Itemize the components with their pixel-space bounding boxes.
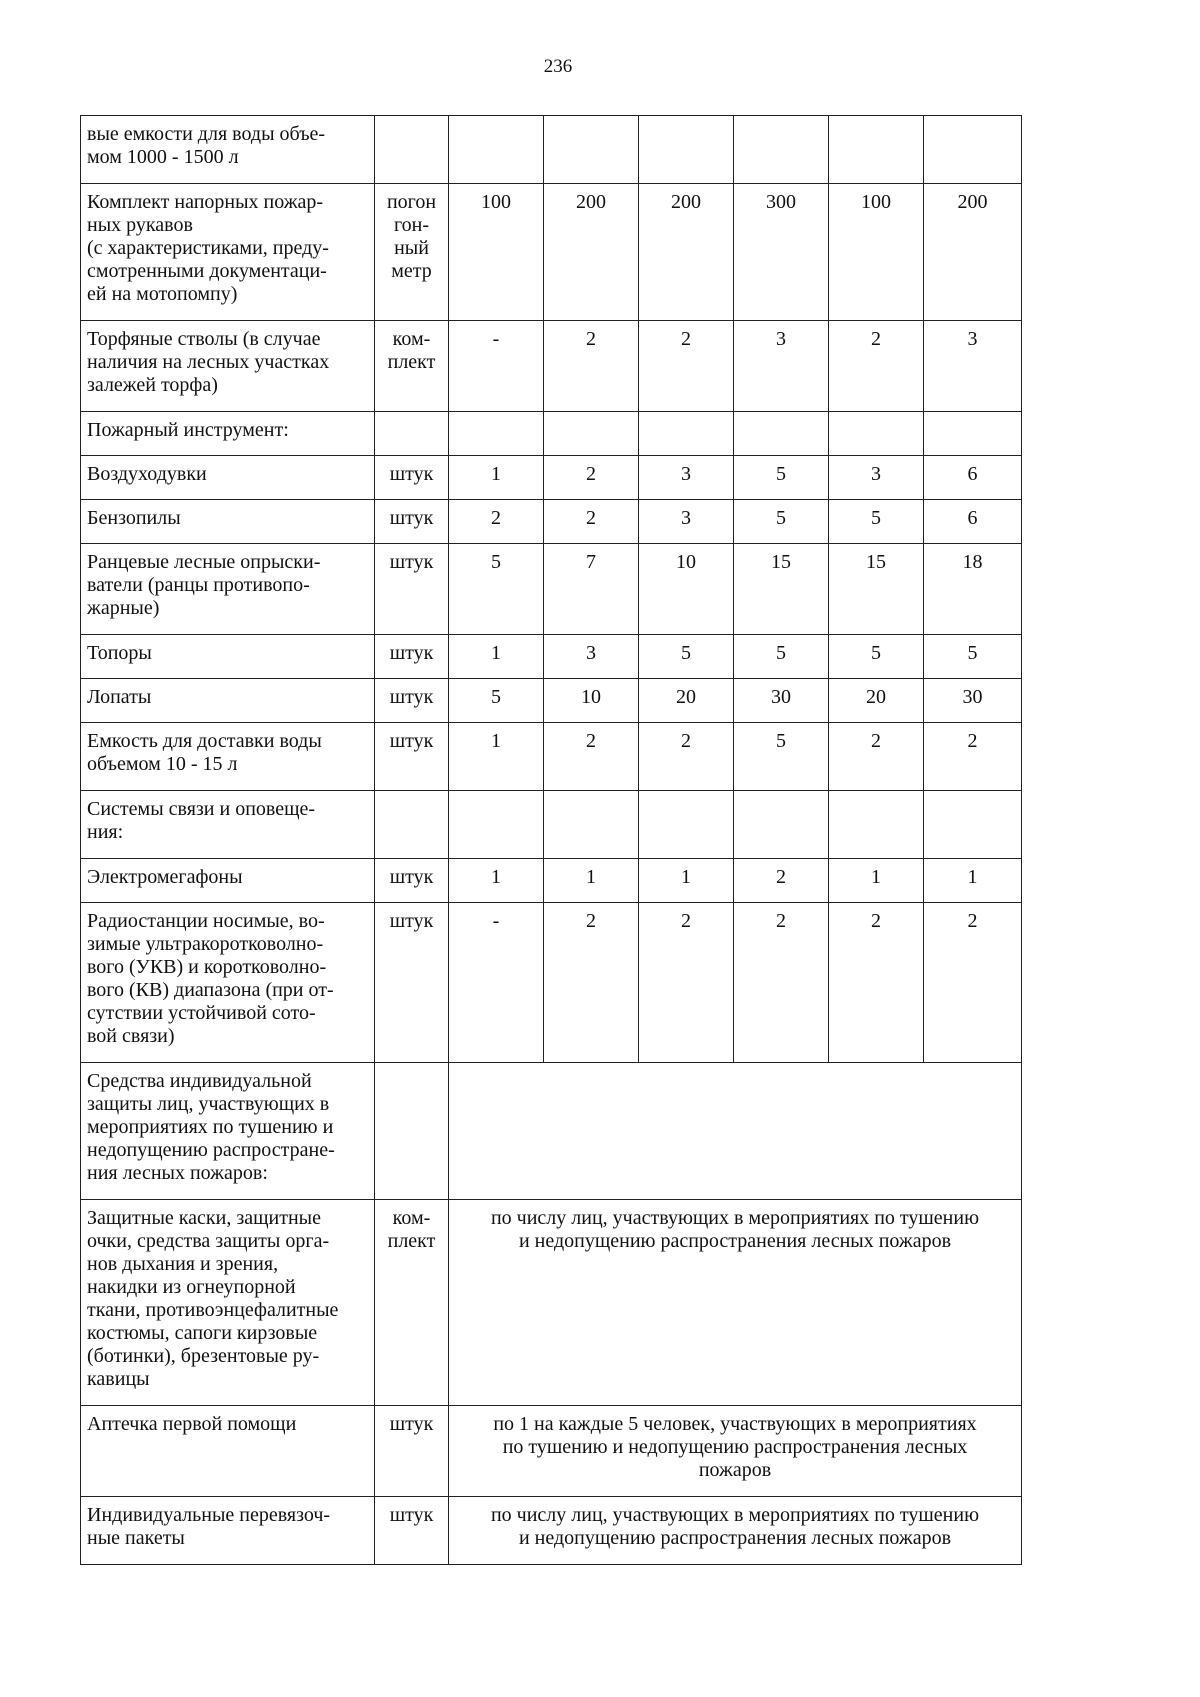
unit-line: ком- [392, 328, 431, 350]
value-cell [639, 116, 734, 184]
unit-cell [375, 859, 449, 903]
item-name-line: Комплект напорных пожар- [87, 191, 324, 213]
value-cell [924, 412, 1022, 456]
table-row [81, 456, 1022, 500]
value-cell [829, 412, 924, 456]
merged-note-cell [449, 1200, 1022, 1406]
item-name-line: (ботинки), брезентовые ру- [87, 1345, 320, 1367]
table-row [81, 635, 1022, 679]
item-name-line: Системы связи и оповеще- [87, 798, 316, 820]
unit-cell [375, 903, 449, 1063]
table-row [81, 903, 1022, 1063]
item-name-line: Воздуходувки [87, 463, 207, 485]
item-name-line: ткани, противоэнцефалитные [87, 1299, 339, 1321]
value-cell: 5 [734, 635, 829, 679]
item-name-cell [81, 456, 375, 500]
unit-cell [375, 321, 449, 412]
value-cell [734, 791, 829, 859]
value-cell: 10 [639, 544, 734, 635]
value-cell: 3 [734, 321, 829, 412]
unit-line: ком- [392, 1207, 431, 1229]
item-name-line: мом 1000 - 1500 л [87, 146, 239, 168]
value-cell: 1 [639, 859, 734, 903]
unit-line: штук [389, 1504, 434, 1526]
value-cell [829, 791, 924, 859]
unit-cell [375, 544, 449, 635]
table-row [81, 723, 1022, 791]
value-cell: 1 [544, 859, 639, 903]
item-name-line: (с характеристиками, преду- [87, 237, 329, 259]
value-cell [449, 116, 544, 184]
item-name-cell [81, 321, 375, 412]
value-cell: 200 [544, 184, 639, 321]
value-cell: 200 [639, 184, 734, 321]
item-name-line: Пожарный инструмент: [87, 419, 289, 441]
item-name-cell [81, 1063, 375, 1200]
unit-line: плект [387, 351, 436, 373]
value-cell: 3 [639, 500, 734, 544]
merged-note-cell [449, 1406, 1022, 1497]
unit-line: гон- [393, 214, 430, 236]
value-cell: 5 [639, 635, 734, 679]
item-name-line: мероприятиях по тушению и [87, 1116, 334, 1138]
value-cell: - [449, 321, 544, 412]
merged-note-line: и недопущению распространения лесных пожаров [518, 1527, 952, 1549]
item-name-cell [81, 1406, 375, 1497]
value-cell: 100 [829, 184, 924, 321]
value-cell: 2 [924, 903, 1022, 1063]
item-name-line: ватели (ранцы противопо- [87, 574, 310, 596]
item-name-line: Ранцевые лесные опрыски- [87, 551, 321, 573]
unit-cell [375, 1063, 449, 1200]
item-name-line: жарные) [87, 597, 160, 619]
unit-cell [375, 1497, 449, 1565]
value-cell [734, 412, 829, 456]
value-cell [544, 116, 639, 184]
value-cell: 1 [449, 456, 544, 500]
value-cell: 1 [449, 859, 544, 903]
value-cell: 30 [734, 679, 829, 723]
unit-cell [375, 116, 449, 184]
value-cell: 2 [544, 903, 639, 1063]
value-cell: 6 [924, 456, 1022, 500]
equipment-table [80, 115, 1022, 1565]
unit-line: ный [394, 237, 429, 259]
item-name-cell [81, 500, 375, 544]
unit-cell [375, 1406, 449, 1497]
item-name-line: ния лесных пожаров: [87, 1162, 268, 1184]
value-cell: 2 [449, 500, 544, 544]
value-cell: 200 [924, 184, 1022, 321]
table-row [81, 321, 1022, 412]
value-cell: 2 [924, 723, 1022, 791]
value-cell [924, 116, 1022, 184]
value-cell: 2 [639, 723, 734, 791]
item-name-cell [81, 412, 375, 456]
value-cell [829, 116, 924, 184]
value-cell: 2 [734, 859, 829, 903]
value-cell: 3 [639, 456, 734, 500]
item-name-line: Защитные каски, защитные [87, 1207, 321, 1229]
value-cell [639, 412, 734, 456]
item-name-cell [81, 544, 375, 635]
item-name-line: сутствии устойчивой сото- [87, 1002, 316, 1024]
table-row [81, 791, 1022, 859]
item-name-line: Аптечка первой помощи [87, 1413, 297, 1435]
value-cell [449, 791, 544, 859]
value-cell: - [449, 903, 544, 1063]
table-row [81, 1063, 1022, 1200]
value-cell: 3 [924, 321, 1022, 412]
value-cell: 2 [544, 500, 639, 544]
item-name-cell [81, 116, 375, 184]
value-cell: 100 [449, 184, 544, 321]
value-cell: 2 [639, 903, 734, 1063]
item-name-line: накидки из огнеупорной [87, 1276, 296, 1298]
item-name-line: кавицы [87, 1368, 150, 1390]
merged-note-cell [449, 1497, 1022, 1565]
value-cell: 300 [734, 184, 829, 321]
value-cell: 5 [449, 544, 544, 635]
value-cell: 2 [734, 903, 829, 1063]
unit-line: штук [389, 642, 434, 664]
value-cell: 1 [829, 859, 924, 903]
value-cell: 2 [544, 723, 639, 791]
value-cell: 1 [449, 635, 544, 679]
unit-cell [375, 723, 449, 791]
item-name-line: вого (УКВ) и коротковолно- [87, 956, 327, 978]
value-cell: 5 [924, 635, 1022, 679]
value-cell: 1 [924, 859, 1022, 903]
item-name-line: недопущению распростране- [87, 1139, 335, 1161]
item-name-cell [81, 679, 375, 723]
value-cell: 2 [639, 321, 734, 412]
unit-cell [375, 412, 449, 456]
page-number: 236 [543, 56, 573, 77]
item-name-cell [81, 859, 375, 903]
table-row [81, 116, 1022, 184]
value-cell: 5 [734, 500, 829, 544]
item-name-cell [81, 903, 375, 1063]
item-name-line: вые емкости для воды объе- [87, 123, 326, 145]
table-row [81, 500, 1022, 544]
item-name-line: Емкость для доставки воды [87, 730, 322, 752]
unit-line: штук [389, 463, 434, 485]
merged-note-line: по числу лиц, участвующих в мероприятиях по тушению [490, 1504, 980, 1526]
unit-cell [375, 1200, 449, 1406]
merged-note-line: по числу лиц, участвующих в мероприятиях по тушению [490, 1207, 980, 1229]
item-name-line: смотренными документаци- [87, 260, 327, 282]
value-cell: 2 [544, 456, 639, 500]
value-cell: 5 [734, 456, 829, 500]
unit-line: штук [389, 507, 434, 529]
unit-line: метр [391, 260, 432, 282]
item-name-line: объемом 10 - 15 л [87, 753, 238, 775]
value-cell: 3 [829, 456, 924, 500]
unit-cell [375, 679, 449, 723]
item-name-line: Электромегафоны [87, 866, 243, 888]
item-name-line: Средства индивидуальной [87, 1070, 312, 1092]
item-name-line: залежей торфа) [87, 374, 218, 396]
unit-line: штук [389, 686, 434, 708]
item-name-line: очки, средства защиты орга- [87, 1230, 330, 1252]
item-name-line: вой связи) [87, 1025, 175, 1047]
value-cell [449, 412, 544, 456]
table-row [81, 1497, 1022, 1565]
item-name-cell [81, 791, 375, 859]
item-name-line: Топоры [87, 642, 152, 664]
value-cell: 30 [924, 679, 1022, 723]
unit-cell [375, 635, 449, 679]
item-name-cell [81, 1200, 375, 1406]
item-name-line: Индивидуальные перевязоч- [87, 1504, 331, 1526]
table-row [81, 544, 1022, 635]
item-name-line: защиты лиц, участвующих в [87, 1093, 330, 1115]
value-cell: 5 [734, 723, 829, 791]
unit-line: плект [387, 1230, 436, 1252]
item-name-line: ных рукавов [87, 214, 193, 236]
value-cell: 20 [639, 679, 734, 723]
value-cell: 2 [829, 723, 924, 791]
value-cell [544, 412, 639, 456]
item-name-line: Радиостанции носимые, во- [87, 910, 325, 932]
item-name-cell [81, 1497, 375, 1565]
unit-line: штук [389, 910, 434, 932]
item-name-line: зимые ультракоротковолно- [87, 933, 324, 955]
table-body [81, 116, 1022, 1565]
item-name-line: Торфяные стволы (в случае [87, 328, 321, 350]
value-cell: 6 [924, 500, 1022, 544]
item-name-line: нов дыхания и зрения, [87, 1253, 279, 1275]
unit-line: погон [386, 191, 437, 213]
unit-cell [375, 500, 449, 544]
unit-cell [375, 791, 449, 859]
value-cell: 20 [829, 679, 924, 723]
merged-note-cell [449, 1063, 1022, 1200]
value-cell [639, 791, 734, 859]
value-cell [544, 791, 639, 859]
item-name-cell [81, 635, 375, 679]
value-cell: 2 [829, 321, 924, 412]
unit-line: штук [389, 730, 434, 752]
table-row [81, 1200, 1022, 1406]
item-name-line: вого (КВ) диапазона (при от- [87, 979, 334, 1001]
item-name-cell [81, 184, 375, 321]
merged-note-line: и недопущению распространения лесных пожаров [518, 1230, 952, 1252]
merged-note-line: по 1 на каждые 5 человек, участвующих в мероприятиях [493, 1413, 977, 1435]
unit-cell [375, 184, 449, 321]
table-row [81, 1406, 1022, 1497]
value-cell: 15 [829, 544, 924, 635]
item-name-line: ей на мотопомпу) [87, 283, 238, 305]
item-name-cell [81, 723, 375, 791]
unit-line: штук [389, 866, 434, 888]
item-name-line: костюмы, сапоги кирзовые [87, 1322, 318, 1344]
value-cell: 10 [544, 679, 639, 723]
table-row [81, 412, 1022, 456]
item-name-line: Бензопилы [87, 507, 181, 529]
merged-note-line: пожаров [698, 1459, 772, 1481]
unit-line: штук [389, 551, 434, 573]
value-cell: 1 [449, 723, 544, 791]
value-cell: 3 [544, 635, 639, 679]
item-name-line: ния: [87, 821, 124, 843]
value-cell: 18 [924, 544, 1022, 635]
value-cell [924, 791, 1022, 859]
unit-line: штук [389, 1413, 434, 1435]
value-cell: 5 [449, 679, 544, 723]
value-cell: 5 [829, 500, 924, 544]
unit-cell [375, 456, 449, 500]
value-cell: 2 [829, 903, 924, 1063]
item-name-line: наличия на лесных участках [87, 351, 330, 373]
item-name-line: Лопаты [87, 686, 152, 708]
value-cell: 5 [829, 635, 924, 679]
merged-note-line: по тушению и недопущению распространения лесных [502, 1436, 968, 1458]
value-cell: 7 [544, 544, 639, 635]
value-cell [734, 116, 829, 184]
item-name-line: ные пакеты [87, 1527, 185, 1549]
table-row [81, 859, 1022, 903]
table-row [81, 184, 1022, 321]
value-cell: 2 [544, 321, 639, 412]
value-cell: 15 [734, 544, 829, 635]
table-row [81, 679, 1022, 723]
